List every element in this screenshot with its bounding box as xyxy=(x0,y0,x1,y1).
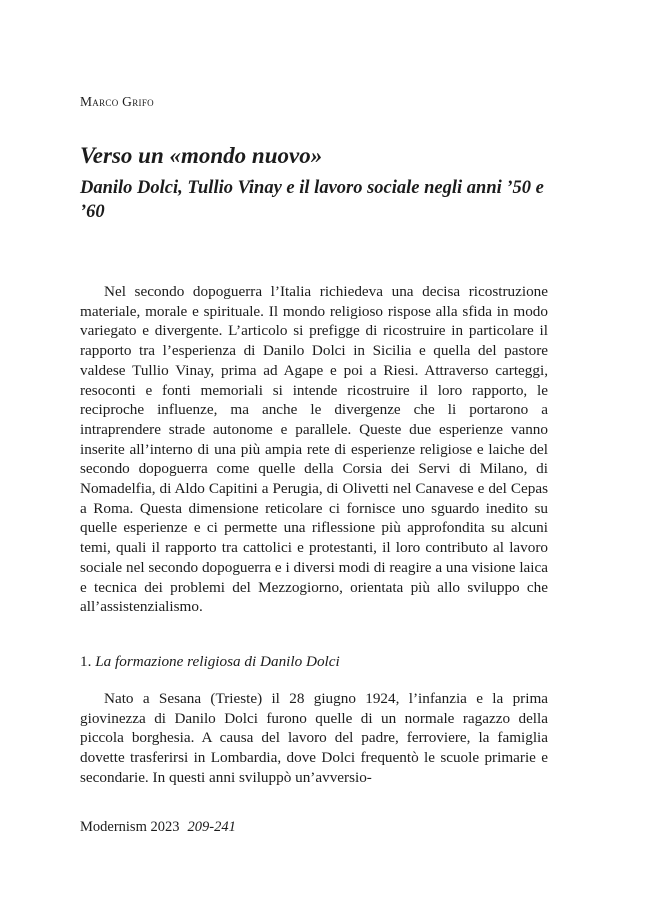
section-heading xyxy=(80,652,340,672)
abstract-paragraph: Nel secondo dopoguerra l’Italia richiedeva una decisa ricostruzione materiale, morale e spirituale. Il mondo religioso rispose alla sfida in modo variegato e divergente. L’articolo si prefigge di ricostruire in particolare il rapporto tra l’esperienza di Danilo Dolci in Sicilia e quella del pastore valdese Tullio Vinay, prima ad Agape e poi a Riesi. Attraverso carteggi, resoconti e fonti memoriali si intende ricostruire il loro rapporto, le reciproche influenze, ma anche le divergenze che li portarono a intraprendere strade autonome e parallele. Queste due esperienze vanno inserite all’interno di una più ampia rete di esperienze religiose e laiche del secondo dopoguerra come quelle della Corsia dei Servi di Milano, di Nomadelfia, di Aldo Capitini a Perugia, di Olivetti nel Canavese e del Cepas a Roma. Questa dimensione reticolare ci fornisce uno sguardo inedito su quelle esperienze e ci permette una riflessione più approfondita su alcuni temi, quali il rapporto tra cattolici e protestanti, il loro contributo al lavoro sociale nel secondo dopoguerra e i diversi modi di reagire a una visione laica e tecnica dei problemi del Mezzogiorno, orientata più allo sviluppo che all’assistenzialismo. xyxy=(80,283,548,616)
page-range: 209-241 xyxy=(187,819,236,835)
page-footer xyxy=(80,819,236,836)
section-title: La formazione religiosa di Danilo Dolci xyxy=(95,653,340,670)
author-name: Marco Grifo xyxy=(80,94,154,109)
article-subtitle: Danilo Dolci, Tullio Vinay e il lavoro sociale negli anni ’50 e ’60 xyxy=(80,178,544,222)
body-paragraph: Nato a Sesana (Trieste) il 28 giugno 1924, l’infanzia e la prima giovinezza di Danilo Dolci furono quelle di un normale ragazzo della piccola borghesia. A causa del lavoro del padre, ferroviere, la famiglia dovette trasferirsi in Lombardia, dove Dolci frequentò le scuole primarie e secondarie. In questi anni sviluppò un’avversio- xyxy=(80,690,548,786)
article-title: Verso un «mondo nuovo» xyxy=(80,143,323,168)
section-number: 1. xyxy=(80,653,92,670)
journal-name: Modernism 2023 xyxy=(80,819,180,835)
